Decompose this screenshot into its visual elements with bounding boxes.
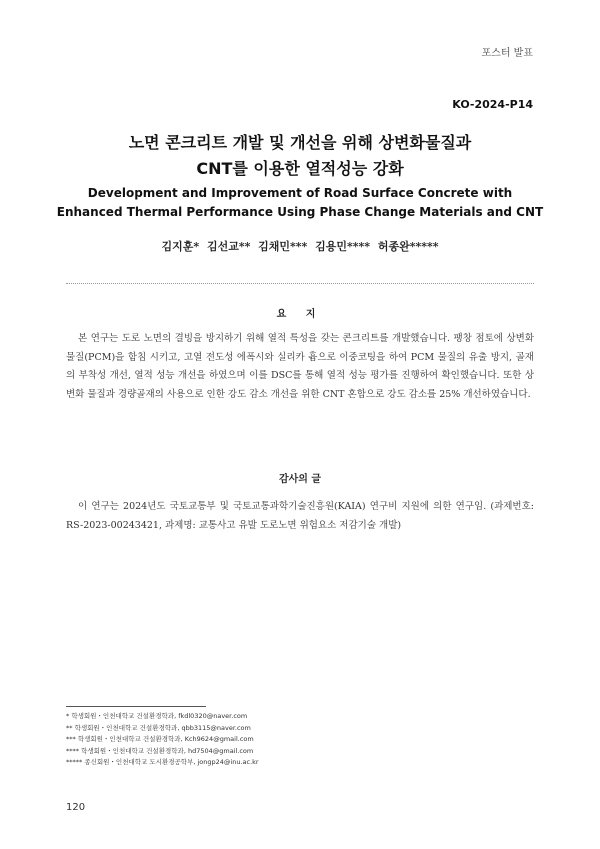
footnote-1: * 학생회원・인천대학교 건설환경학과, fkdl0320@naver.com — [66, 712, 248, 720]
footnote-4: **** 학생회원・인천대학교 건설환경학과, hd7504@gmail.com — [66, 746, 254, 755]
footnote-3: *** 학생회원・인천대학교 건설환경학과, Kch9624@gmail.com — [66, 735, 254, 743]
footnote-5: ***** 종신회원・인천대학교 도시환경공학부, jongp24@inu.ac.kr — [66, 758, 259, 766]
footnote-list — [66, 711, 534, 769]
korean-title-line-1: 노면 콘크리트 개발 및 개선을 위해 상변화물질과 — [128, 133, 472, 152]
abstract-heading: 요 지 — [276, 309, 324, 320]
paper-code: KO-2024-P14 — [452, 98, 533, 111]
footnote-rule — [66, 706, 206, 707]
korean-title — [0, 130, 600, 182]
author-list: 김지훈* 김선교** 김채민*** 김용민**** 허종완***** — [161, 240, 439, 253]
abstract-body: 본 연구는 도로 노면의 결빙을 방지하기 위해 열적 특성을 갖는 콘크리트를 개발했습니다. 팽창 점토에 상변화 물질(PCM)을 함침 시키고, 고열 전도성 에폭시와 실리카 흄으로 이중코팅을 하여 PCM 물질의 유출 방지, 골재의 부착성 개선, 열적 성능 개선을 하였으며 이를 DSC를 통해 열적 성능 평가를 진행하여 확인했습니다. 또한 상변화 물질과 경량골재의 사용으로 인한 강도 감소 개선을 위한 CNT 혼합으로 강도 감소를 25% 개선하였습니다. — [66, 333, 534, 400]
english-title-line-1: Development and Improvement of Road Surface Concrete with — [87, 186, 513, 200]
footnote-2: ** 학생회원・인천대학교 건설환경학과, qbb3115@naver.com — [66, 723, 251, 732]
page-number: 120 — [66, 802, 86, 813]
korean-title-line-2: CNT를 이용한 열적성능 강화 — [196, 159, 404, 178]
acknowledgement-heading: 감사의 글 — [278, 474, 322, 485]
dotted-divider — [66, 283, 534, 284]
english-title-line-2: Enhanced Thermal Performance Using Phase Change Materials and CNT — [56, 205, 544, 219]
english-title — [0, 184, 600, 222]
section-label: 포스터 발표 — [481, 48, 533, 59]
acknowledgement-body: 이 연구는 2024년도 국토교통부 및 국토교통과학기술진흥원(KAIA) 연구비 지원에 의한 연구임. (과제번호: RS-2023-00243421, 과제명: 교통사고 유발 도로노면 위험요소 저감기술 개발) — [66, 501, 534, 531]
